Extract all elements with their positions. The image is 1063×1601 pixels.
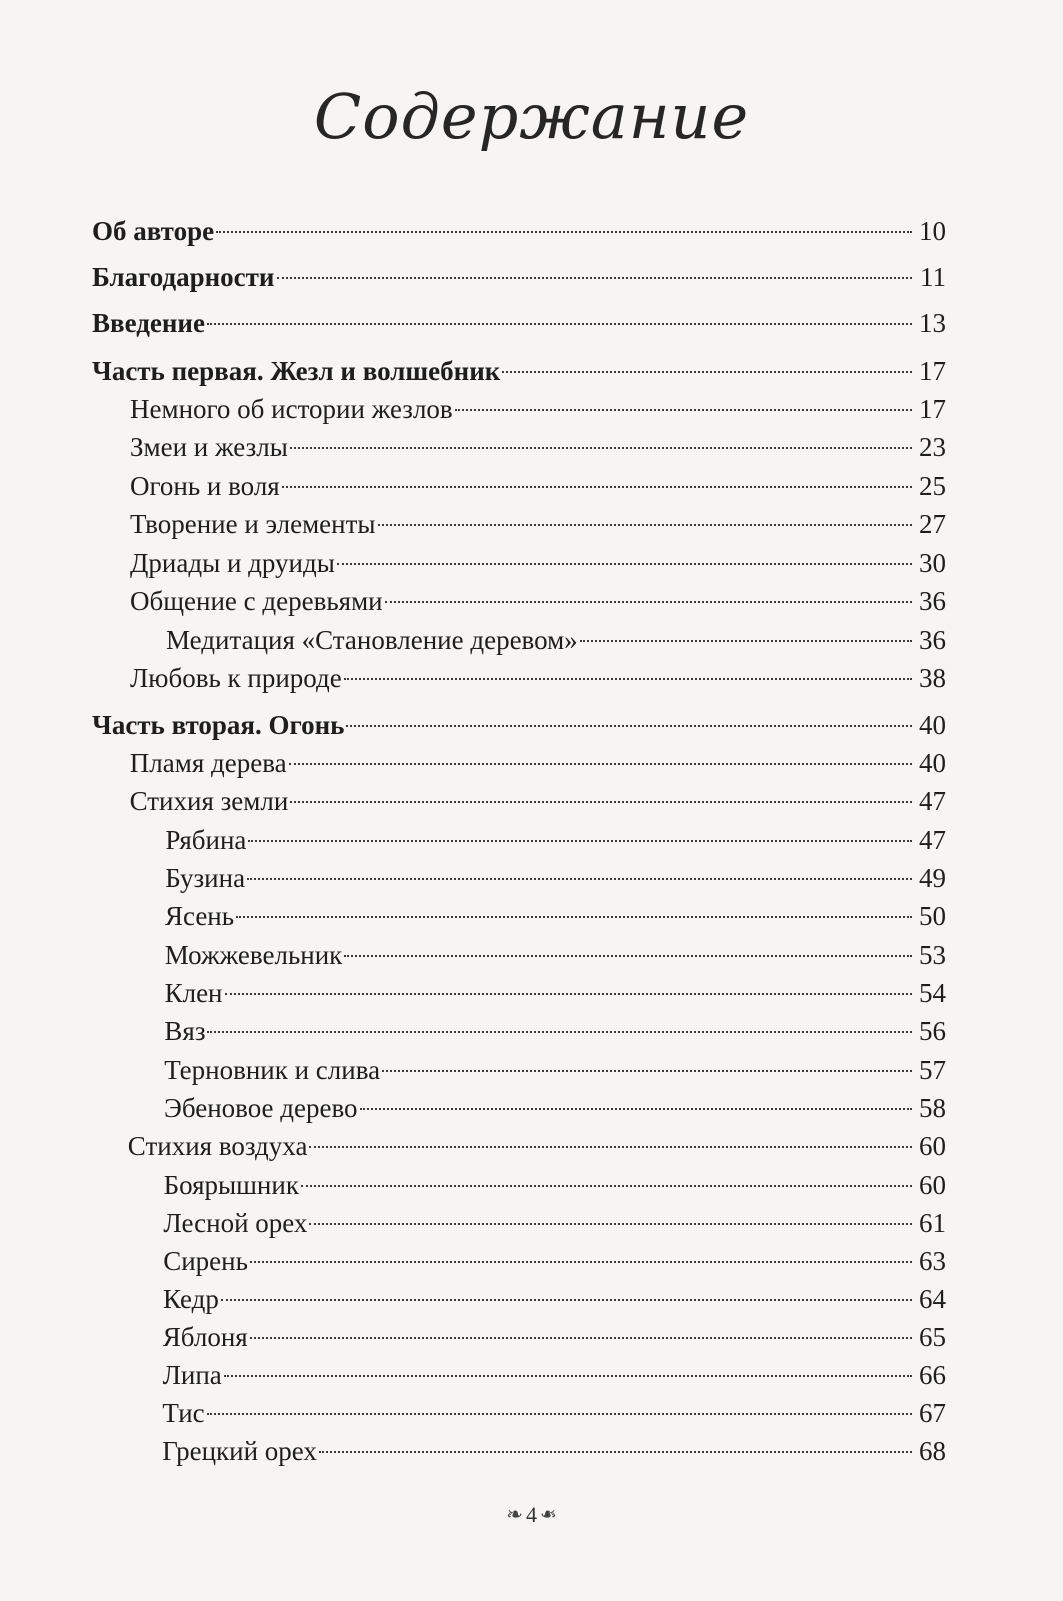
toc-entry-page-number: 25 bbox=[919, 471, 946, 501]
dot-leader bbox=[378, 499, 912, 533]
toc-entry bbox=[165, 853, 946, 895]
toc-entry-label: Боярышник bbox=[163, 1170, 299, 1200]
dot-leader bbox=[282, 461, 912, 495]
toc-entry bbox=[164, 1006, 946, 1048]
toc-entry bbox=[130, 461, 946, 503]
toc-entry-page-number: 47 bbox=[918, 786, 946, 816]
toc-entry-page-number: 68 bbox=[918, 1436, 946, 1466]
toc-entry-page-number: 65 bbox=[918, 1322, 946, 1352]
toc-entry bbox=[163, 1274, 946, 1316]
toc-entry-page-number: 23 bbox=[919, 432, 946, 462]
toc-entry-page-number: 27 bbox=[919, 509, 946, 539]
toc-entry-page-number: 60 bbox=[918, 1131, 946, 1161]
toc-entry bbox=[163, 1198, 946, 1240]
dot-leader bbox=[309, 1198, 912, 1232]
toc-entry-label: Кедр bbox=[163, 1284, 219, 1314]
toc-entry-label: Вяз bbox=[164, 1016, 206, 1046]
dot-leader bbox=[277, 252, 913, 286]
toc-entry-page-number: 56 bbox=[918, 1016, 946, 1046]
toc-entry bbox=[130, 653, 946, 695]
toc-entry bbox=[130, 499, 946, 541]
toc-entry-page-number: 30 bbox=[919, 548, 946, 578]
toc-entry-page-number: 67 bbox=[918, 1398, 946, 1428]
toc-entry bbox=[163, 1312, 946, 1354]
toc-entry bbox=[165, 968, 946, 1010]
toc-entry-label: Пламя дерева bbox=[129, 748, 287, 778]
toc-entry-label: Медитация «Становление деревом» bbox=[166, 625, 578, 655]
toc-entry-label: Змеи и жезлы bbox=[130, 432, 288, 462]
dot-leader bbox=[337, 538, 912, 572]
dot-leader bbox=[360, 1083, 912, 1117]
right-leaf-ornament-icon: ❧ bbox=[540, 1504, 557, 1527]
dot-leader bbox=[319, 1426, 912, 1460]
toc-entry-label: Ясень bbox=[165, 901, 235, 931]
toc-entry bbox=[164, 1045, 946, 1087]
dot-leader bbox=[248, 815, 912, 849]
page-number: 4 bbox=[526, 1501, 537, 1527]
page-title: Содержание bbox=[313, 80, 750, 153]
dot-leader bbox=[290, 776, 912, 810]
toc-entry-label: Благодарности bbox=[92, 262, 275, 292]
toc-entry bbox=[166, 615, 946, 657]
toc-entry bbox=[164, 1083, 946, 1125]
toc-entry bbox=[130, 422, 946, 464]
toc-entry bbox=[130, 738, 946, 780]
toc-entry-page-number: 17 bbox=[919, 394, 946, 424]
dot-leader bbox=[207, 298, 912, 332]
toc-entry-page-number: 60 bbox=[918, 1170, 946, 1200]
toc-entry bbox=[92, 346, 946, 388]
toc-entry bbox=[130, 576, 946, 618]
toc-entry bbox=[128, 1121, 946, 1163]
toc-entry bbox=[130, 776, 946, 818]
toc-entry-label: Введение bbox=[92, 308, 205, 338]
toc-entry-page-number: 53 bbox=[918, 940, 946, 970]
toc-entry-label: Яблоня bbox=[162, 1322, 248, 1352]
toc-entry-page-number: 40 bbox=[919, 710, 946, 740]
toc-entry-page-number: 63 bbox=[918, 1246, 946, 1276]
toc-entry-label: Можжевельник bbox=[164, 940, 343, 970]
toc-entry-label: Терновник и слива bbox=[164, 1055, 381, 1085]
toc-entry bbox=[92, 700, 946, 742]
toc-entry-page-number: 13 bbox=[919, 308, 946, 338]
toc-entry-page-number: 61 bbox=[918, 1208, 946, 1238]
dot-leader bbox=[224, 1350, 912, 1384]
toc-entry-label: Тис bbox=[162, 1398, 205, 1428]
toc-entry-label: Часть вторая. Огонь bbox=[92, 710, 345, 740]
dot-leader bbox=[247, 853, 912, 887]
toc-entry-label: Грецкий орех bbox=[162, 1436, 317, 1466]
toc-entry bbox=[165, 815, 946, 857]
dot-leader bbox=[289, 738, 912, 772]
dot-leader bbox=[225, 968, 912, 1002]
dot-leader bbox=[216, 206, 912, 240]
toc-entry bbox=[163, 1350, 946, 1392]
toc-entry-label: Рябина bbox=[165, 825, 247, 855]
dot-leader bbox=[309, 1121, 912, 1155]
toc-entry-label: Об авторе bbox=[92, 216, 215, 246]
toc-entry-label: Бузина bbox=[165, 863, 246, 893]
toc-entry-label: Любовь к природе bbox=[130, 663, 342, 693]
toc-entry bbox=[92, 206, 946, 248]
dot-leader bbox=[301, 1160, 912, 1194]
toc-entry-page-number: 49 bbox=[918, 863, 946, 893]
toc-entry-label: Лесной орех bbox=[163, 1208, 308, 1238]
toc-entry bbox=[92, 252, 946, 294]
dot-leader bbox=[207, 1006, 912, 1040]
toc-entry-page-number: 36 bbox=[919, 625, 946, 655]
toc-entry-label: Стихия воздуха bbox=[127, 1131, 308, 1161]
toc-entry bbox=[162, 1388, 946, 1430]
dot-leader bbox=[344, 930, 912, 964]
dot-leader bbox=[344, 653, 912, 687]
dot-leader bbox=[207, 1388, 912, 1422]
toc-entry-label: Немного об истории жезлов bbox=[130, 394, 453, 424]
toc-entry-label: Часть первая. Жезл и волшебник bbox=[92, 356, 501, 386]
left-leaf-ornament-icon: ❧ bbox=[506, 1504, 523, 1527]
toc-entry-page-number: 50 bbox=[919, 901, 946, 931]
toc-entry-page-number: 11 bbox=[920, 262, 946, 292]
toc-entry-label: Липа bbox=[162, 1360, 222, 1390]
toc-entry-page-number: 57 bbox=[918, 1055, 946, 1085]
toc-entry-page-number: 58 bbox=[919, 1093, 946, 1123]
dot-leader bbox=[250, 1312, 912, 1346]
toc-entry bbox=[165, 930, 946, 972]
toc-entry-page-number: 47 bbox=[918, 825, 946, 855]
toc-entry bbox=[163, 1236, 946, 1278]
dot-leader bbox=[382, 1045, 912, 1079]
toc-entry-page-number: 54 bbox=[918, 978, 946, 1008]
toc-entry-page-number: 17 bbox=[919, 356, 946, 386]
toc-entry-label: Дриады и друиды bbox=[130, 548, 335, 578]
toc-entry-label: Стихия земли bbox=[129, 786, 289, 816]
dot-leader bbox=[502, 346, 912, 380]
toc-entry bbox=[165, 891, 946, 933]
toc-entry-page-number: 64 bbox=[919, 1284, 946, 1314]
toc-entry-page-number: 10 bbox=[919, 216, 946, 246]
toc-entry-page-number: 36 bbox=[919, 586, 946, 616]
dot-leader bbox=[236, 891, 912, 925]
dot-leader bbox=[455, 384, 912, 418]
dot-leader bbox=[385, 576, 912, 610]
toc-entry-label: Клен bbox=[164, 978, 223, 1008]
dot-leader bbox=[346, 700, 912, 734]
toc-entry-label: Сирень bbox=[163, 1246, 248, 1276]
toc-entry-label: Эбеновое дерево bbox=[164, 1093, 358, 1123]
dot-leader bbox=[221, 1274, 912, 1308]
page-footer bbox=[0, 1500, 1063, 1528]
toc-entry-page-number: 40 bbox=[918, 748, 946, 778]
toc-entry bbox=[92, 298, 946, 340]
toc-entry-label: Творение и элементы bbox=[130, 509, 376, 539]
toc-entry-label: Огонь и воля bbox=[130, 471, 280, 501]
toc-entry-page-number: 66 bbox=[918, 1360, 946, 1390]
dot-leader bbox=[250, 1236, 912, 1270]
toc-entry bbox=[130, 538, 946, 580]
dot-leader bbox=[580, 615, 912, 649]
toc-entry-page-number: 38 bbox=[919, 663, 946, 693]
toc-entry-label: Общение с деревьями bbox=[130, 586, 383, 616]
dot-leader bbox=[290, 422, 912, 456]
toc-entry bbox=[130, 384, 946, 426]
toc-entry bbox=[164, 1160, 946, 1202]
toc-entry bbox=[162, 1426, 946, 1468]
